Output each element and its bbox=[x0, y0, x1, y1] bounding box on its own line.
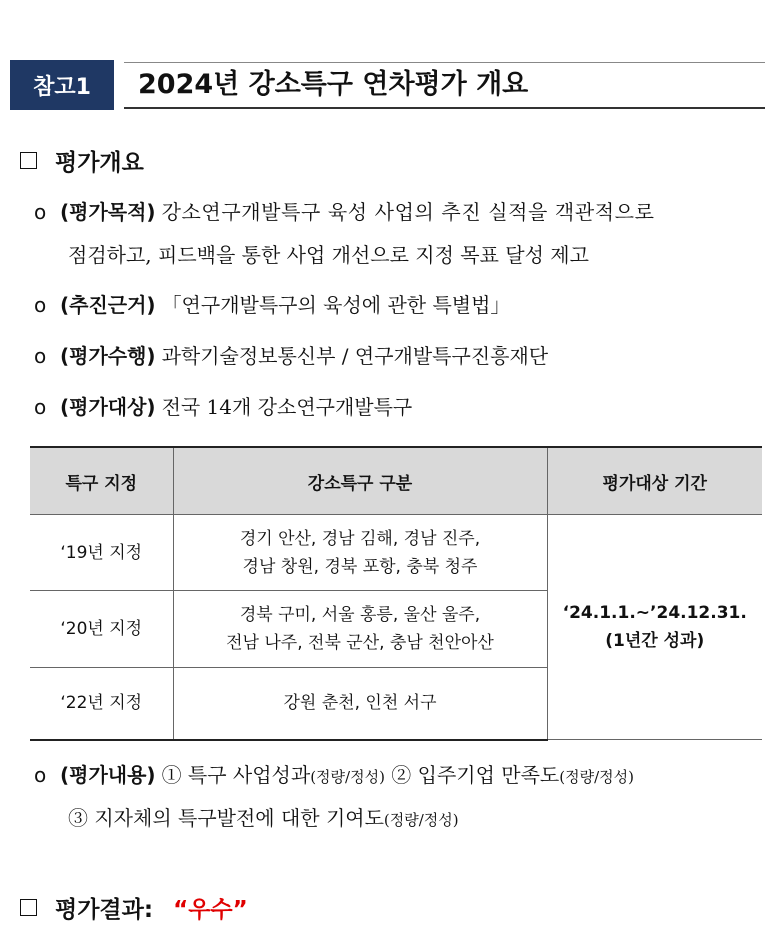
content-part1: ① 특구 사업성과 bbox=[161, 763, 311, 787]
zone-cell bbox=[173, 668, 547, 740]
item-basis-label: (추진근거) bbox=[60, 293, 156, 317]
bullet-icon: o bbox=[34, 293, 47, 317]
section-result-title: 평가결과: bbox=[55, 897, 154, 923]
item-target-label: (평가대상) bbox=[60, 395, 156, 419]
table-header-cell: 특구 지정 bbox=[30, 447, 173, 515]
document-header bbox=[10, 60, 765, 110]
reference-badge: 참고1 bbox=[10, 60, 114, 110]
zone-cell bbox=[173, 515, 547, 591]
item-content-continuation bbox=[68, 805, 459, 833]
bullet-icon: o bbox=[34, 200, 47, 224]
zone-line: 경남 창원, 경북 포항, 충북 청주 bbox=[242, 556, 478, 577]
section-overview-title: 평가개요 bbox=[55, 150, 144, 176]
content-part3: ③ 지자체의 특구발전에 대한 기여도 bbox=[68, 806, 384, 830]
item-executor bbox=[34, 343, 548, 369]
zone-line: 경북 구미, 서울 홍릉, 울산 울주, bbox=[239, 605, 481, 625]
item-purpose bbox=[34, 199, 655, 225]
item-target-text: 전국 14개 강소연구개발특구 bbox=[161, 395, 413, 419]
item-content-label: (평가내용) bbox=[60, 763, 156, 787]
item-purpose-label: (평가목적) bbox=[60, 200, 156, 224]
page-title: 2024년 강소특구 연차평가 개요 bbox=[138, 69, 529, 100]
item-executor-text: 과학기술정보통신부 / 연구개발특구진흥재단 bbox=[161, 344, 549, 368]
content-part1-note: (정량/정성) bbox=[310, 768, 385, 786]
table-header-cell: 평가대상 기간 bbox=[547, 447, 762, 515]
bullet-icon: o bbox=[34, 763, 47, 787]
period-note: (1년간 성과) bbox=[605, 631, 705, 651]
zone-line: 경기 안산, 경남 김해, 경남 진주, bbox=[239, 528, 481, 549]
table-row bbox=[30, 515, 762, 591]
designation-cell: ‘19년 지정 bbox=[30, 515, 173, 591]
item-basis bbox=[34, 292, 510, 318]
square-bullet-icon bbox=[20, 152, 37, 169]
item-purpose-text: 강소연구개발특구 육성 사업의 추진 실적을 객관적으로 bbox=[161, 200, 655, 224]
period-range: ‘24.1.1.~’24.12.31. bbox=[562, 603, 747, 623]
designation-cell: ‘22년 지정 bbox=[30, 668, 173, 740]
section-result bbox=[20, 891, 248, 924]
table-header-cell: 강소특구 구분 bbox=[173, 447, 547, 515]
zone-cell bbox=[173, 591, 547, 668]
content-part3-note: (정량/정성) bbox=[383, 811, 459, 829]
zone-line: 전남 나주, 전북 군산, 충남 천안아산 bbox=[226, 633, 494, 653]
result-value: “우수” bbox=[173, 897, 248, 923]
content-part2: ② 입주기업 만족도 bbox=[391, 763, 560, 787]
designation-cell: ‘20년 지정 bbox=[30, 591, 173, 668]
item-executor-label: (평가수행) bbox=[60, 344, 156, 368]
square-bullet-icon bbox=[20, 899, 37, 916]
item-target bbox=[34, 394, 412, 420]
designation-table bbox=[30, 446, 762, 741]
section-overview bbox=[20, 144, 144, 177]
item-basis-text: 「연구개발특구의 육성에 관한 특별법」 bbox=[161, 293, 511, 317]
item-content bbox=[34, 762, 634, 790]
bullet-icon: o bbox=[34, 344, 47, 368]
period-cell bbox=[547, 515, 762, 740]
content-part2-note: (정량/정성) bbox=[559, 768, 634, 786]
zone-line: 강원 춘천, 인천 서구 bbox=[283, 693, 437, 714]
title-bottom-rule bbox=[124, 107, 765, 109]
bullet-icon: o bbox=[34, 395, 47, 419]
table-header-row bbox=[30, 447, 762, 515]
item-purpose-continuation: 점검하고, 피드백을 통한 사업 개선으로 지정 목표 달성 제고 bbox=[68, 243, 589, 267]
